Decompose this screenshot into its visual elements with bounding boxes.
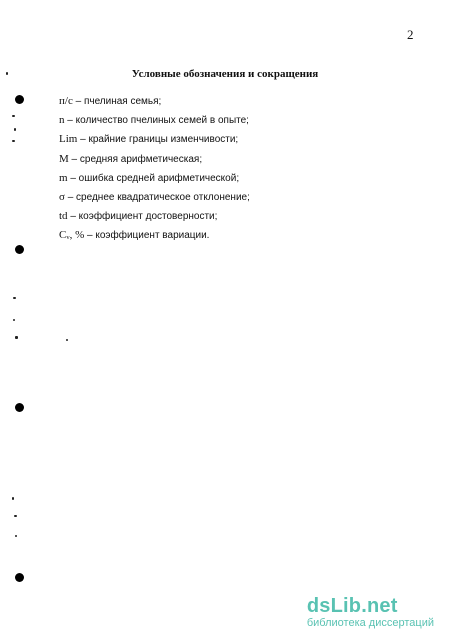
scan-speck bbox=[15, 535, 17, 537]
scan-speck bbox=[14, 515, 17, 517]
abbreviation-item bbox=[59, 171, 250, 190]
scan-speck bbox=[12, 140, 15, 142]
scan-speck bbox=[66, 339, 68, 341]
abbreviation-definition: – средняя арифметическая; bbox=[68, 153, 203, 165]
scan-speck bbox=[13, 319, 15, 321]
abbreviation-definition: – количество пчелиных семей в опыте; bbox=[64, 115, 249, 127]
abbreviation-term: Lim bbox=[59, 133, 78, 146]
abbreviation-definition: – ошибка средней арифметической; bbox=[67, 172, 240, 184]
abbreviation-term: п/с bbox=[59, 95, 73, 107]
abbreviation-term: n bbox=[59, 114, 65, 127]
abbreviation-term: σ bbox=[59, 190, 65, 203]
watermark bbox=[307, 595, 434, 629]
scan-speck bbox=[12, 497, 14, 500]
scan-speck bbox=[14, 128, 16, 131]
abbreviation-term: m bbox=[59, 171, 68, 184]
abbreviation-list bbox=[59, 94, 250, 248]
abbreviation-definition: – крайние границы изменчивости; bbox=[77, 134, 239, 146]
abbreviation-definition: – коэффициент достоверности; bbox=[67, 211, 218, 223]
abbreviation-item bbox=[59, 113, 250, 132]
watermark-logo-main: dsLib bbox=[306, 595, 362, 617]
scan-speck bbox=[12, 115, 15, 117]
abbreviation-definition: – среднее квадратическое отклонение; bbox=[64, 191, 250, 203]
abbreviation-item bbox=[59, 228, 250, 247]
abbreviation-term: M bbox=[59, 152, 69, 165]
abbreviation-item bbox=[59, 152, 250, 171]
scan-speck bbox=[13, 297, 16, 299]
abbreviation-term: Cᵥ, % bbox=[59, 229, 85, 242]
punch-hole-mark bbox=[15, 245, 24, 254]
abbreviation-item bbox=[59, 94, 250, 113]
watermark-logo-tld: .net bbox=[361, 595, 398, 617]
punch-hole-mark bbox=[15, 573, 24, 582]
page-title: Условные обозначения и сокращения bbox=[131, 68, 319, 80]
abbreviation-term: td bbox=[59, 210, 68, 223]
page-number: 2 bbox=[407, 27, 414, 42]
watermark-logo bbox=[307, 595, 434, 618]
punch-hole-mark bbox=[15, 95, 24, 104]
scan-speck bbox=[6, 72, 8, 75]
abbreviation-item bbox=[59, 132, 250, 151]
watermark-subtitle: библиотека диссертаций bbox=[306, 617, 434, 629]
abbreviation-item bbox=[59, 190, 250, 209]
scan-speck bbox=[15, 336, 18, 339]
abbreviation-definition: – коэффициент вариации. bbox=[84, 230, 210, 242]
abbreviation-item bbox=[59, 209, 250, 228]
abbreviation-definition: – пчелиная семья; bbox=[72, 96, 162, 107]
punch-hole-mark bbox=[15, 403, 24, 412]
